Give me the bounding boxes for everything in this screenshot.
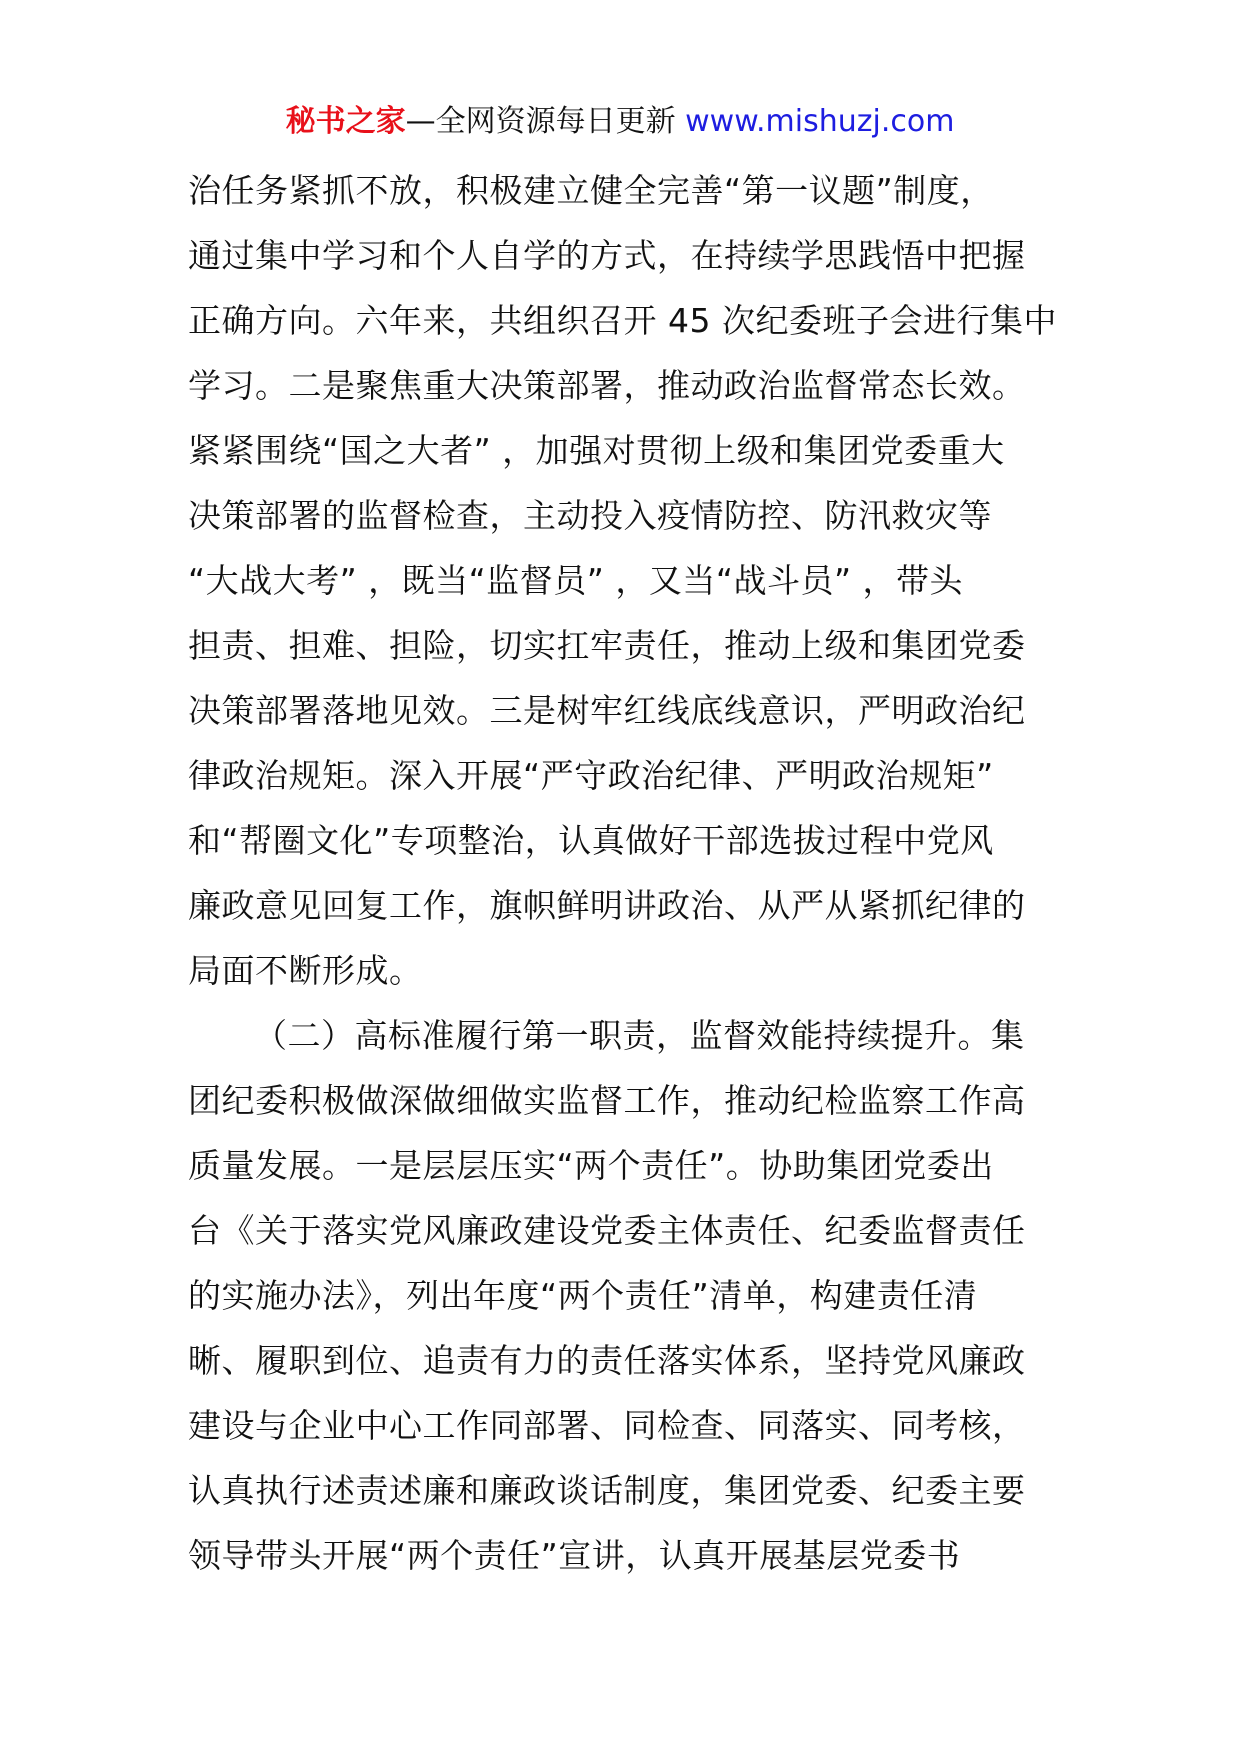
text-line: 和“帮圈文化”专项整治，认真做好干部选拔过程中党风 (188, 821, 994, 860)
text-line: 治任务紧抓不放，积极建立健全完善“第一议题”制度， (188, 171, 994, 210)
text-line: 晰、履职到位、追责有力的责任落实体系，坚持党风廉政 (188, 1341, 1026, 1380)
text-line: 通过集中学习和个人自学的方式，在持续学思践悟中把握 (188, 236, 1026, 275)
text-line: 决策部署的监督检查，主动投入疫情防控、防汛救灾等 (188, 496, 992, 535)
text-line: 建设与企业中心工作同部署、同检查、同落实、同考核， (188, 1406, 1026, 1445)
text-line: 律政治规矩。深入开展“严守政治纪律、严明政治规矩” (188, 756, 994, 795)
text-line: “大战大考” ，既当“监督员” ，又当“战斗员” ，带头 (188, 561, 964, 600)
text-line: 决策部署落地见效。三是树牢红线底线意识，严明政治纪 (188, 691, 1026, 730)
text-line: 局面不断形成。 (188, 951, 423, 990)
text-line: 的实施办法》，列出年度“两个责任”清单，构建责任清 (188, 1276, 978, 1315)
text-line: 质量发展。一是层层压实“两个责任”。协助集团党委出 (188, 1146, 994, 1185)
document-body (188, 158, 1058, 1588)
text-line: 台《关于落实党风廉政建设党委主体责任、纪委监督责任 (188, 1211, 1026, 1250)
text-line: 担责、担难、担险，切实扛牢责任，推动上级和集团党委 (188, 626, 1026, 665)
site-brand: 秘书之家 (285, 104, 406, 139)
text-line: 领导带头开展“两个责任”宣讲，认真开展基层党委书 (188, 1536, 961, 1575)
text-line: 团纪委积极做深做细做实监督工作，推动纪检监察工作高 (188, 1081, 1026, 1120)
text-line: 正确方向。六年来，共组织召开 45 次纪委班子会进行集中 (188, 301, 1057, 340)
site-header (0, 100, 1240, 144)
text-line: 学习。二是聚焦重大决策部署，推动政治监督常态长效。 (188, 366, 1026, 405)
site-tagline: —全网资源每日更新 (405, 104, 676, 139)
text-line: 廉政意见回复工作，旗帜鲜明讲政治、从严从紧抓纪律的 (188, 886, 1026, 925)
paragraph-heading-line: （二）高标准履行第一职责，监督效能持续提升。集 (254, 1016, 1025, 1055)
text-line: 认真执行述责述廉和廉政谈话制度，集团党委、纪委主要 (188, 1471, 1026, 1510)
text-line: 紧紧围绕“国之大者” ，加强对贯彻上级和集团党委重大 (188, 431, 1005, 470)
site-url-link[interactable]: www.mishuzj.com (685, 104, 955, 139)
